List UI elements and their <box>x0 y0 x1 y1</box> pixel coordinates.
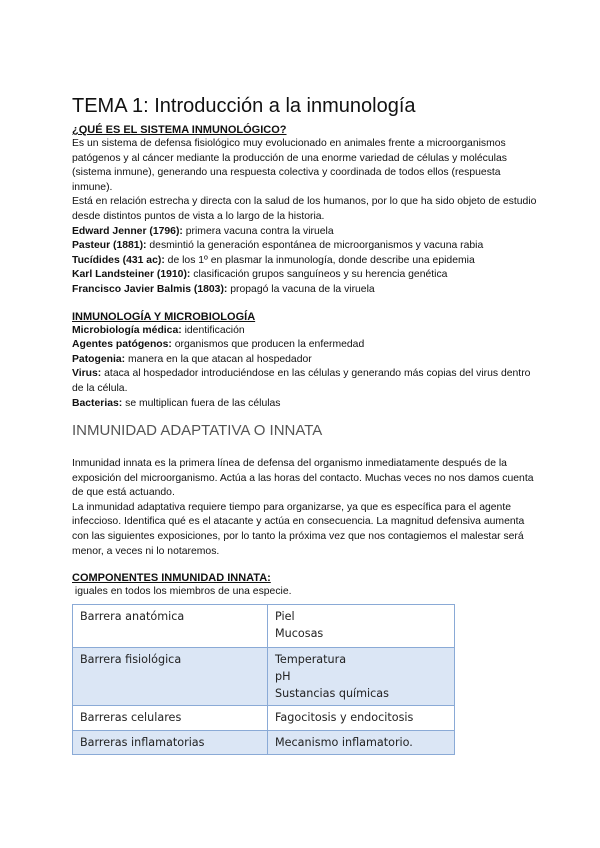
table-cell-label: Barreras inflamatorias <box>73 730 268 754</box>
paragraph-innata: Inmunidad innata es la primera línea de defensa del organismo inmediatamente después de la exposición del microorganismo. Actúa a las horas del contacto. Muchas veces no nos damos cuenta de que está actuando. <box>72 458 534 499</box>
section-heading-componentes: COMPONENTES INMUNIDAD INNATA: <box>72 572 271 585</box>
history-item <box>72 283 542 298</box>
table-value: pH <box>275 669 291 683</box>
history-name: Pasteur (1881): <box>72 240 147 252</box>
definition-term: Microbiología médica: <box>72 324 182 336</box>
history-item <box>72 268 542 283</box>
definition-term: Agentes patógenos: <box>72 339 172 351</box>
definition-text: ataca al hospedador introduciéndose en las células y generando más copias del virus dentro de la célula. <box>72 368 531 394</box>
history-item <box>72 239 542 254</box>
document-title: TEMA 1: Introducción a la inmunología <box>72 95 416 117</box>
history-item <box>72 225 542 240</box>
components-note <box>72 585 542 600</box>
table-cell-values <box>268 705 455 730</box>
table-row <box>73 647 455 705</box>
definition-item <box>72 397 542 412</box>
table-value: Mecanismo inflamatorio. <box>275 735 413 749</box>
definition-text: manera en la que atacan al hospedador <box>125 353 312 365</box>
history-text: desmintió la generación espontánea de microorganismos y vacuna rabia <box>146 240 484 252</box>
history-name: Tucídides (431 ac): <box>72 254 165 266</box>
table-row <box>73 705 455 730</box>
definition-item <box>72 353 542 368</box>
table-value: Sustancias químicas <box>275 686 389 700</box>
paragraph-definition: Es un sistema de defensa fisiológico muy evolucionado en animales frente a microorganismos patógenos y al cáncer mediante la producción de una enorme variedad de células y moléculas (sistema inmune), generando una respuesta colectiva y coordinada de todos ellos (respuesta inmune). <box>72 138 507 193</box>
section-heading-inmunidad: INMUNIDAD ADAPTATIVA O INNATA <box>72 422 323 440</box>
history-name: Karl Landsteiner (1910): <box>72 269 191 281</box>
definition-term: Virus: <box>72 368 102 380</box>
components-table <box>72 604 455 755</box>
definition-item <box>72 338 542 353</box>
definition-text: se multiplican fuera de las células <box>122 397 281 409</box>
definition-term: Bacterias: <box>72 397 123 409</box>
table-row <box>73 730 455 754</box>
history-text: primera vacuna contra la viruela <box>182 225 334 237</box>
history-item <box>72 254 542 269</box>
definition-term: Patogenia: <box>72 353 126 365</box>
definition-item <box>72 367 542 396</box>
history-name: Edward Jenner (1796): <box>72 225 183 237</box>
table-value: Fagocitosis y endocitosis <box>275 710 414 724</box>
table-cell-values <box>268 730 455 754</box>
table-value: Temperatura <box>275 652 347 666</box>
table-cell-label: Barreras celulares <box>73 705 268 730</box>
document-page <box>72 93 542 755</box>
history-text: clasificación grupos sanguíneos y su herencia genética <box>190 269 448 281</box>
table-cell-values <box>268 604 455 647</box>
definition-item <box>72 324 542 339</box>
table-cell-values <box>268 647 455 705</box>
paragraph-adaptativa: La inmunidad adaptativa requiere tiempo para organizarse, ya que es específica para el agente infeccioso. Identifica qué es el atacante y actúa en consecuencia. La magnitud defensiva aumenta con las siguientes exposiciones, por lo tanto la próxima vez que nos contagiemos el malestar será menor, a veces ni lo notaremos. <box>72 501 525 557</box>
section-heading-sistema-inmunologico: ¿QUÉ ES EL SISTEMA INMUNOLÓGICO? <box>72 124 287 136</box>
table-cell-label: Barrera anatómica <box>73 604 268 647</box>
paragraph-history: Está en relación estrecha y directa con la salud de los humanos, por lo que ha sido objeto de estudio desde distintos puntos de vista a lo largo de la historia. <box>72 196 537 222</box>
definition-text: identificación <box>181 324 245 336</box>
table-row <box>73 604 455 647</box>
history-name: Francisco Javier Balmis (1803): <box>72 283 228 295</box>
section-heading-inmunologia-microbiologia: INMUNOLOGÍA Y MICROBIOLOGÍA <box>72 310 256 323</box>
table-value: Piel <box>275 609 295 623</box>
history-text: propagó la vacuna de la viruela <box>227 283 375 295</box>
definition-text: organismos que producen la enfermedad <box>171 339 365 351</box>
table-cell-label: Barrera fisiológica <box>73 647 268 705</box>
table-value: Mucosas <box>275 626 324 640</box>
components-note-text: iguales en todos los miembros de una especie. <box>74 586 292 598</box>
history-text: de los 1º en plasmar la inmunología, donde describe una epidemia <box>164 254 475 266</box>
